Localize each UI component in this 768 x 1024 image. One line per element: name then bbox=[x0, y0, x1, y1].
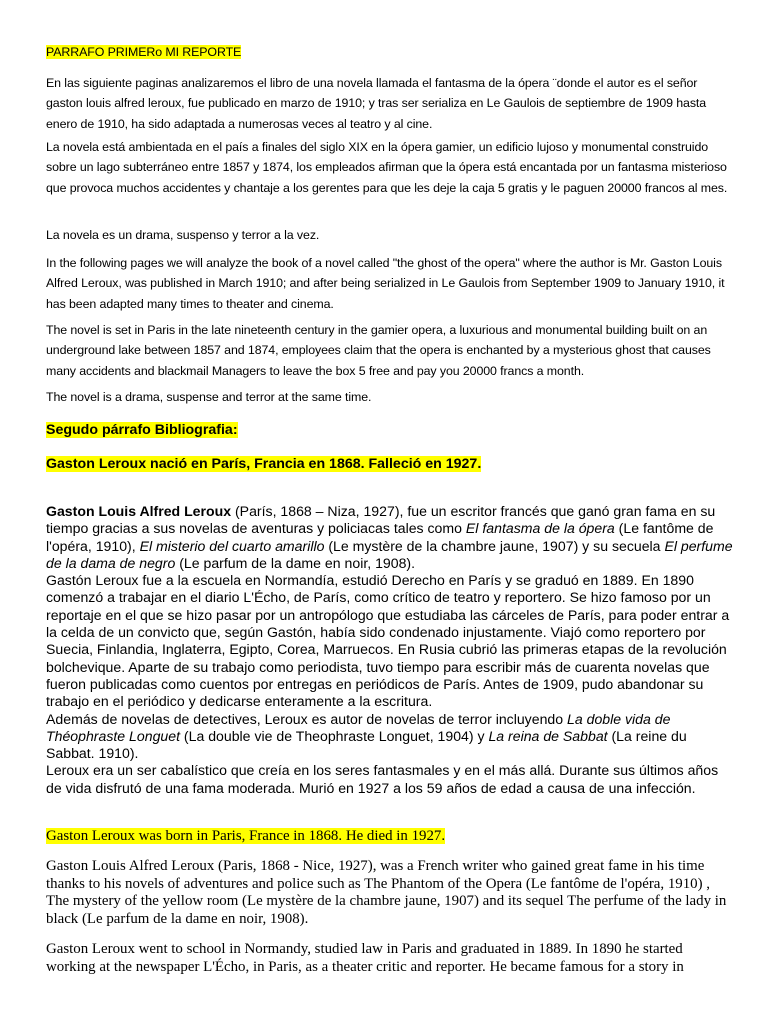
book-title: El misterio del cuarto amarillo bbox=[139, 537, 325, 554]
biography-subheading bbox=[46, 455, 736, 473]
english-paragraph-genre: The novel is a drama, suspense and terror at the same time. bbox=[46, 390, 372, 404]
biography-paragraph-2: Gastón Leroux fue a la escuela en Normandía, estudió Derecho en París y se graduó en 1889. En 1890 comenzó a trabajar en el diario L'Écho, de París, como crítico de teatro y reportero. Se hizo famoso por un reportaje en el que se hizo pasar por un antropólogo que estudiaba las cárceles de París, para poder entrar a la celda de un convicto que, según Gastón, había sido condenado injustamente. Viajó como reportero por Suecia, Finlandia, Inglaterra, Egipto, Corea, Marruecos. En Rusia cubrió las primeras etapas de la revolución bolchevique. Aparte de su trabajo como periodista, tuvo tiempo para escribir más de cuarenta novelas que fueron publicadas como cuentos por entregas en periódicos de París. Antes de 1909, pudo abandonar su trabajo en el periódico y dedicarse enteramente a la escritura. bbox=[46, 572, 730, 710]
biography-body bbox=[46, 503, 736, 797]
english-bio-paragraph-2: Gaston Leroux went to school in Normandy, studied law in Paris and graduated in 1889. In 1890 he started working at the newspaper L'Écho, in Paris, as a theater critic and reporter. He became famous for a story in bbox=[46, 941, 684, 975]
biography-paragraph-3: Además de novelas de detectives, Leroux es autor de novelas de terror incluyendo La doble vida de Théophraste Longuet (La double vie de Theophraste Longuet, 1904) y La reina de Sabbat (La reine du Sabbat. 1910). bbox=[46, 710, 687, 762]
book-title: El fantasma de la ópera bbox=[465, 520, 615, 537]
spanish-paragraph-genre: La novela es un drama, suspenso y terror a la vez. bbox=[46, 228, 320, 242]
biography-paragraph-4: Leroux era un ser cabalístico que creía en los seres fantasmales y en el más allá. Durante sus últimos años de vida disfrutó de una fama moderada. Murió en 1927 a los 59 años de edad a causa de una infección. bbox=[46, 762, 719, 796]
book-title: El perfume de la dama de negro bbox=[46, 537, 733, 571]
biography-heading-text: Segudo párrafo Bibliografia: bbox=[46, 422, 238, 438]
english-paragraph-setting: The novel is set in Paris in the late nineteenth century in the gamier opera, a luxurious and monumental building built on an underground lake between 1857 and 1874, employees claim that the opera is enchanted by a mysterious ghost that causes many accidents and blackmail Managers to leave the box 5 free and pay you 20000 francs a month. bbox=[46, 323, 711, 378]
biography-paragraph-1: Gaston Louis Alfred Leroux (París, 1868 – Niza, 1927), fue un escritor francés que ganó gran fama en su tiempo gracias a sus novelas de aventuras y policiacas tales como El fantasma de la ópera (Le fantôme de l'opéra, 1910), El misterio del cuarto amarillo (Le mystère de la chambre jaune, 1907) y su secuela El perfume de la dama de negro (Le parfum de la dame en noir, 1908). bbox=[46, 503, 733, 571]
report-heading-text: PARRAFO PRIMERo MI REPORTE bbox=[46, 45, 242, 59]
book-title: La reina de Sabbat bbox=[488, 727, 608, 744]
english-paragraph-intro: In the following pages we will analyze the book of a novel called "the ghost of the opera" where the author is Mr. Gaston Louis Alfred Leroux, was published in March 1910; and after being serialized in Le Gaulois from September 1909 to January 1910, it has been adapted many times to theater and cinema. bbox=[46, 256, 725, 311]
biography-heading bbox=[46, 421, 736, 439]
biography-subheading-text: Gaston Leroux nació en París, Francia en 1868. Falleció en 1927. bbox=[46, 456, 482, 472]
spanish-paragraph-setting: La novela está ambientada en el país a finales del siglo XIX en la ópera gamier, un edificio lujoso y monumental construido sobre un lago subterráneo entre 1857 y 1874, los empleados afirman que la ópera está encantada por un fantasma misterioso que provoca muchos accidentes y chantaje a los gerentes para que les deje la caja 5 gratis y le paguen 20000 francos al mes. bbox=[46, 140, 728, 195]
english-bio-heading bbox=[46, 828, 736, 846]
english-bio-paragraph-1: Gaston Louis Alfred Leroux (Paris, 1868 - Nice, 1927), was a French writer who gained great fame in his time thanks to his novels of adventures and police such as The Phantom of the Opera (Le fantôme de l'opéra, 1910) , The mystery of the yellow room (Le mystère de la chambre jaune, 1907) and its sequel The perfume of the lady in black (Le parfum de la dame en noir, 1908). bbox=[46, 858, 727, 927]
english-bio-heading-text: Gaston Leroux was born in Paris, France in 1868. He died in 1927. bbox=[46, 828, 446, 844]
author-name: Gaston Louis Alfred Leroux bbox=[46, 503, 232, 519]
book-title: La doble vida de Théophraste Longuet bbox=[46, 710, 671, 744]
spanish-paragraph-intro: En las siguiente paginas analizaremos el libro de una novela llamada el fantasma de la ópera ¨donde el autor es el señor gaston louis alfred leroux, fue publicado en marzo de 1910; y tras ser serializa en Le Gaulois de septiembre de 1909 hasta enero de 1910, ha sido adaptada a numerosas veces al teatro y al cine. bbox=[46, 76, 707, 131]
report-heading bbox=[46, 42, 736, 62]
